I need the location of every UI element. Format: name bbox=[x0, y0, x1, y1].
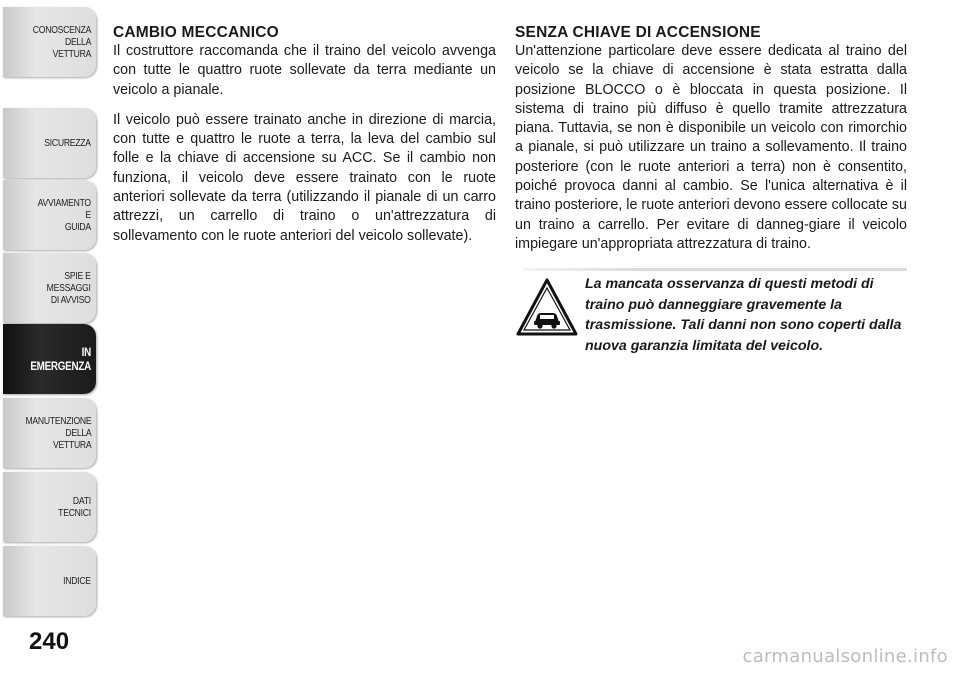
right-column bbox=[515, 23, 907, 356]
tab-in-emergenza[interactable] bbox=[3, 324, 96, 394]
tab-avviamento-e-guida[interactable] bbox=[3, 180, 96, 250]
paragraph: Il costruttore raccomanda che il traino del veicolo avvenga con tutte le quattro ruote sollevate da terra mediante un veicolo a pianale. bbox=[113, 43, 496, 98]
page-number: 240 bbox=[29, 628, 70, 655]
tab-label: SICUREZZA bbox=[44, 137, 91, 149]
tab-label: SPIE E MESSAGGI DI AVVISO bbox=[47, 270, 91, 306]
tab-label: AVVIAMENTO E GUIDA bbox=[37, 197, 91, 233]
tab-dati-tecnici[interactable] bbox=[3, 472, 96, 542]
tab-label: INDICE bbox=[63, 575, 91, 587]
watermark: carmanualsonline.info bbox=[742, 646, 948, 667]
section-heading: SENZA CHIAVE DI ACCENSIONE bbox=[515, 24, 761, 41]
tab-indice[interactable] bbox=[3, 546, 96, 616]
paragraph: Un'attenzione particolare deve essere dedicata al traino del veicolo se la chiave di accensione è stata estratta dalla posizione BLOCCO o è bloccata in questa posizione. Il sistema di traino più diffuso è quello tramite attrezzatura piana. Tuttavia, se non è disponibile un veicolo con rimorchio a pianale, si può utilizzare un traino a sollevamento. Il traino posteriore (con le ruote anteriori a terra) non è consentito, poiché provoca danni al cambio. Se l'unica alternativa è il traino posteriore, le ruote anteriori devono essere collocate su un traino a carrello. Per evitare di danneg-giare il veicolo impiegare un'appropriata attrezzatura di traino. bbox=[515, 43, 907, 252]
tab-label: CONOSCENZA DELLA VETTURA bbox=[32, 24, 91, 60]
tab-conoscenza-della-vettura[interactable] bbox=[3, 7, 96, 77]
tab-label: IN EMERGENZA bbox=[30, 345, 91, 373]
paragraph: Il veicolo può essere trainato anche in direzione di marcia, con tutte e quattro le ruote a terra, la leva del cambio sul folle e la chiave di accensione su ACC. Se il cambio non funziona, il veicolo deve essere trainato con le ruote anteriori sollevate da terra (utilizzando il pianale di un carro attrezzi, un carrello di traino o un'attrezzatura di sollevamento con le ruote anteriori del veicolo sollevate). bbox=[113, 111, 496, 244]
tab-spie-e-messaggi[interactable] bbox=[3, 253, 96, 323]
chapter-sidebar bbox=[0, 0, 98, 678]
tab-label: DATI TECNICI bbox=[58, 495, 91, 519]
tab-sicurezza[interactable] bbox=[3, 108, 96, 178]
left-column bbox=[113, 23, 496, 253]
section-heading: CAMBIO MECCANICO bbox=[113, 24, 279, 41]
warning-text: La mancata osservanza di questi metodi di traino può danneggiare gravemente la trasmissione. Tali danni non sono coperti dalla nuova garanzia limitata del veicolo. bbox=[585, 276, 902, 354]
warning-triangle-car-icon bbox=[515, 276, 579, 338]
warning-box bbox=[515, 268, 907, 356]
warning-divider bbox=[523, 268, 907, 271]
tab-label: MANUTENZIONE DELLA VETTURA bbox=[25, 415, 91, 451]
tab-manutenzione-della-vettura[interactable] bbox=[3, 398, 96, 468]
